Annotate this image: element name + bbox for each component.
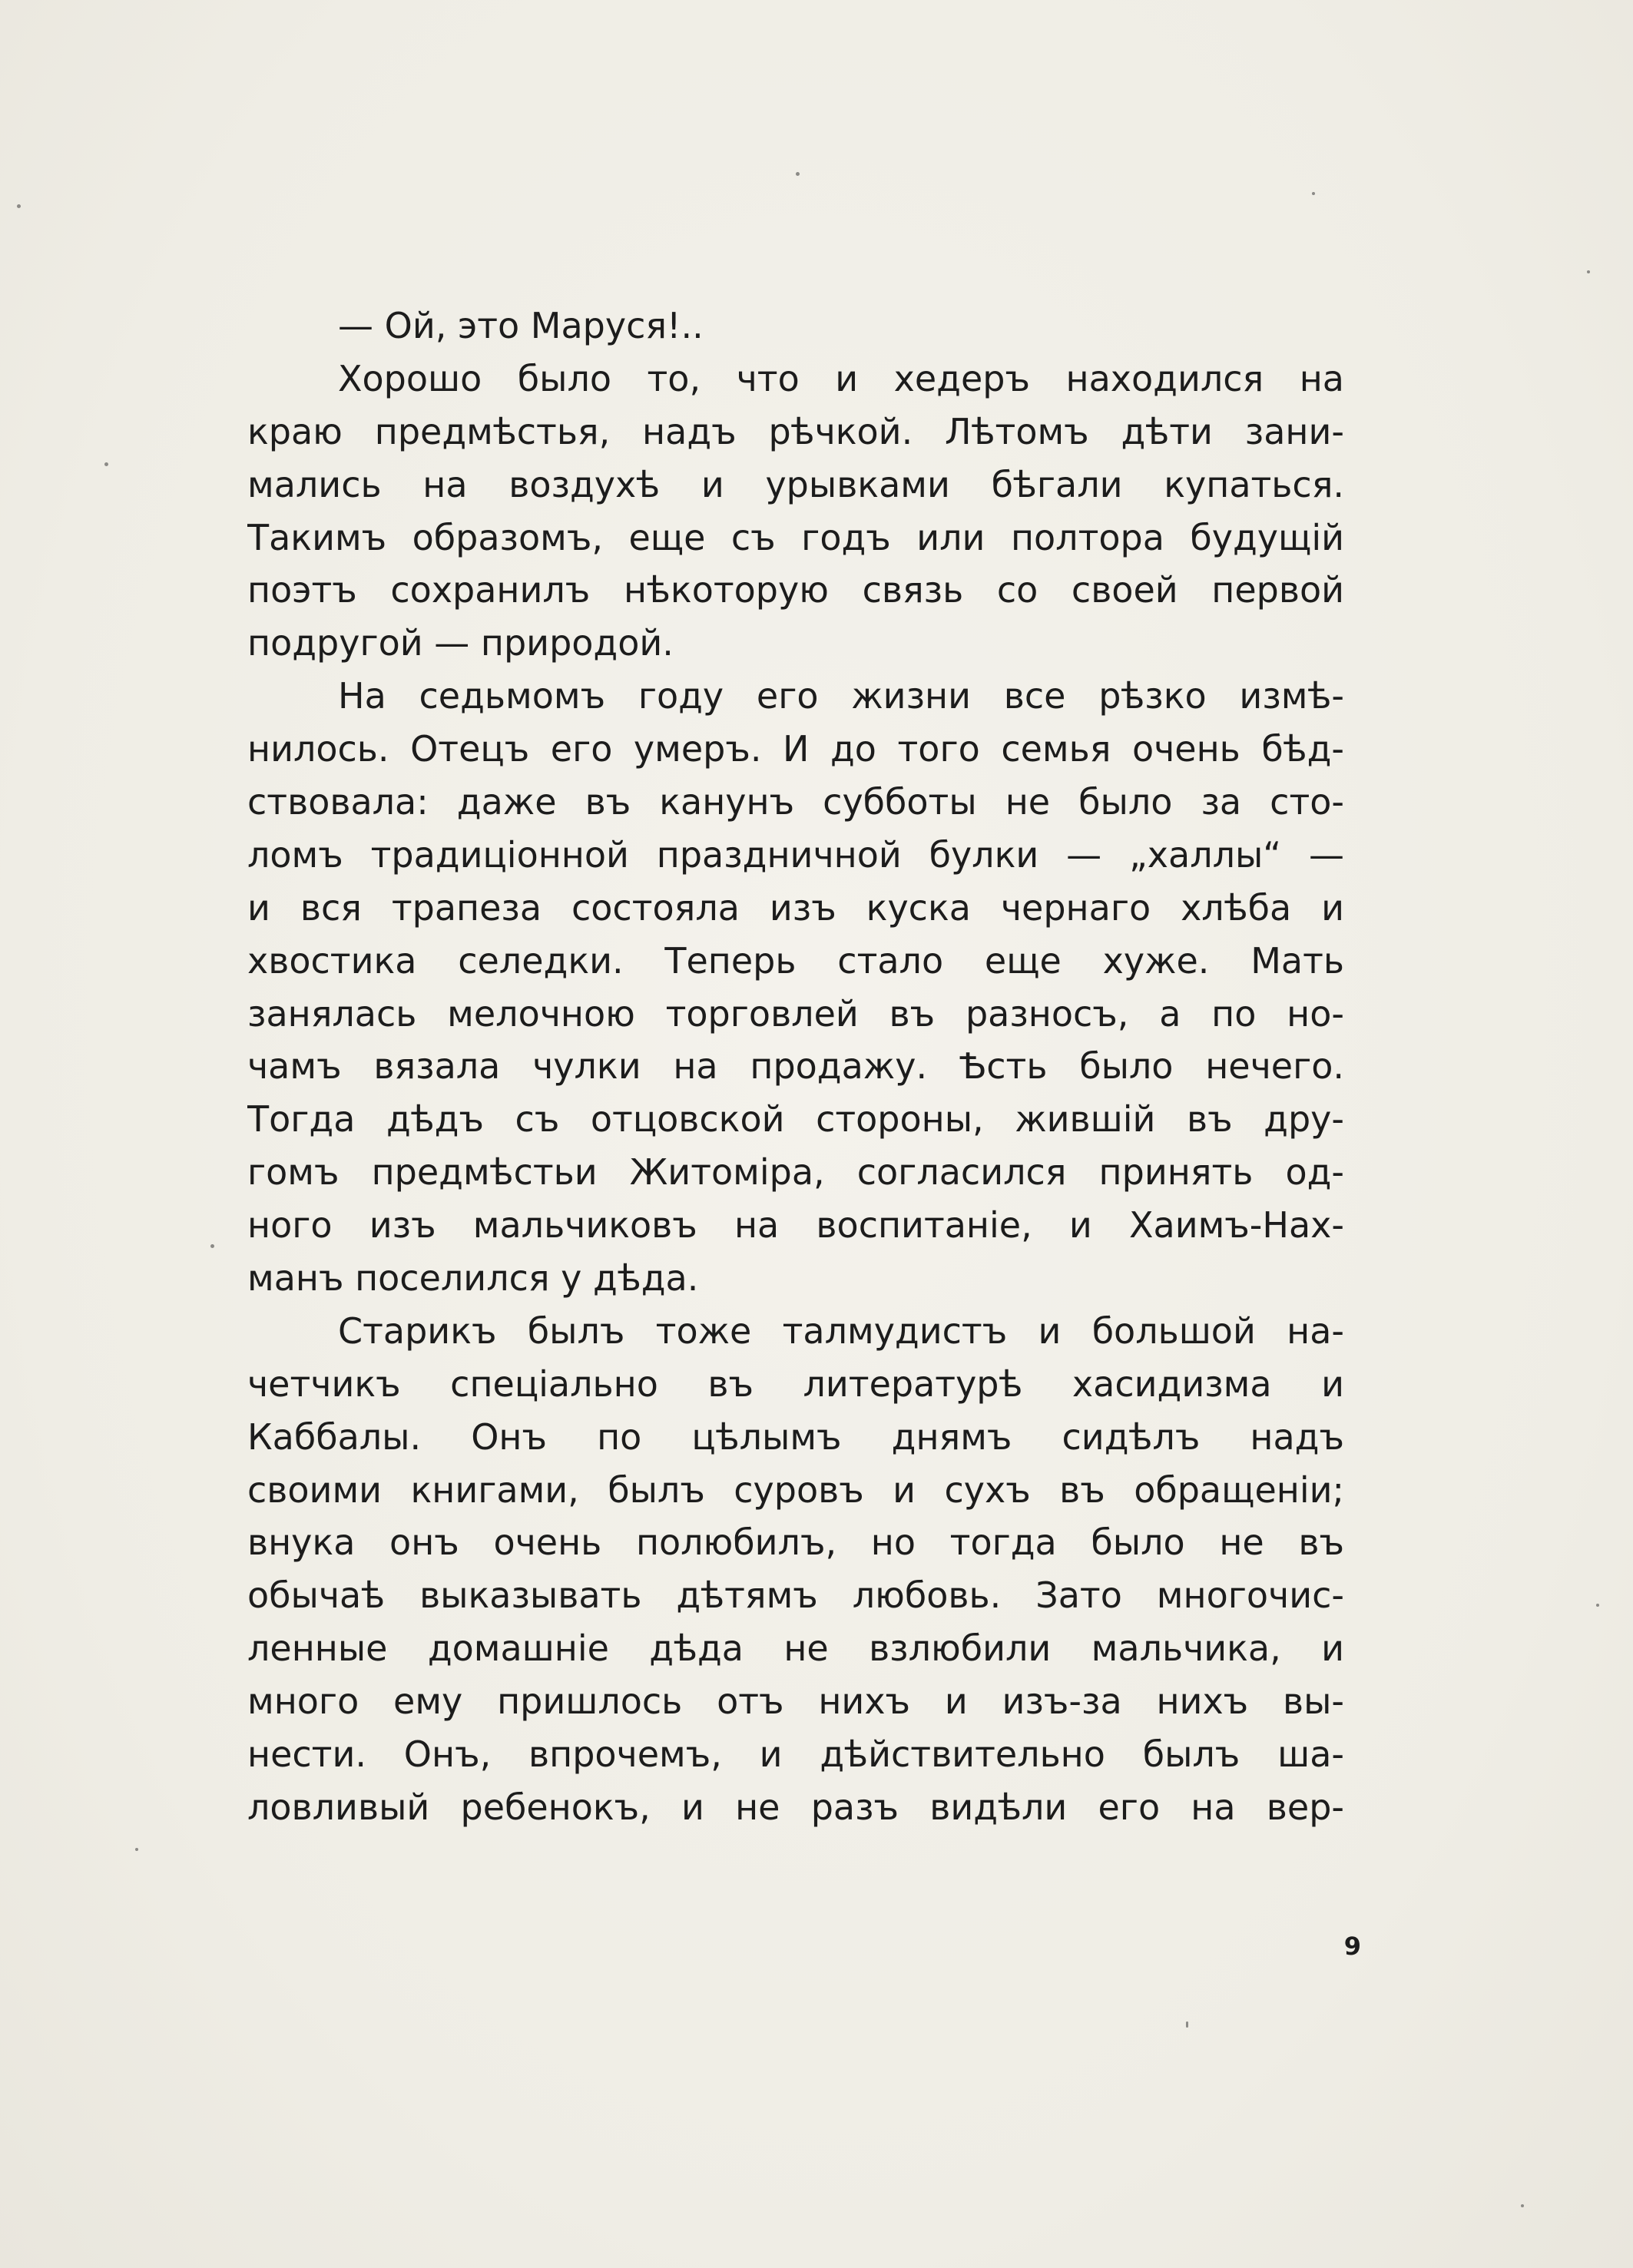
paper-speck [135, 1848, 138, 1851]
text-line: Старикъ былъ тоже талмудистъ и большой на- [338, 1309, 1344, 1352]
text-line: четчикъ спеціально въ литературѣ хасидизма и [247, 1362, 1344, 1405]
text-line: Каббалы. Онъ по цѣлымъ днямъ сидѣлъ надъ [247, 1415, 1344, 1458]
text-line: манъ поселился у дѣда. [247, 1257, 699, 1300]
text-line: нилось. Отецъ его умеръ. И до того семья очень бѣд- [247, 728, 1344, 770]
text-line: Тогда дѣдъ съ отцовской стороны, жившій въ дру- [247, 1098, 1344, 1141]
paper-speck [1596, 1604, 1599, 1607]
text-line: краю предмѣстья, надъ рѣчкой. Лѣтомъ дѣти зани- [247, 410, 1344, 452]
text-block [247, 300, 1344, 1834]
text-line: и вся трапеза состояла изъ куска чернаго хлѣба и [247, 886, 1344, 929]
paper-speck [1521, 2204, 1524, 2207]
text-line: мались на воздухѣ и урывками бѣгали купаться. [247, 463, 1344, 505]
text-line: чамъ вязала чулки на продажу. Ѣсть было нечего. [247, 1045, 1344, 1088]
text-line: подругой — природой. [247, 622, 674, 664]
text-line: На седьмомъ году его жизни все рѣзко измѣ- [338, 675, 1344, 717]
text-line: много ему пришлось отъ нихъ и изъ-за нихъ вы- [247, 1680, 1344, 1723]
text-line: своими книгами, былъ суровъ и сухъ въ обращеніи; [247, 1468, 1344, 1511]
text-line: поэтъ сохранилъ нѣкоторую связь со своей первой [247, 569, 1344, 611]
page-number: 9 [1343, 1932, 1361, 1961]
text-line: Хорошо было то, что и хедеръ находился на [338, 357, 1344, 399]
text-line: ловливый ребенокъ, и не разъ видѣли его на вер- [247, 1786, 1344, 1828]
paper-speck [796, 172, 800, 176]
text-line: хвостика селедки. Теперь стало еще хуже. Мать [247, 939, 1344, 982]
text-line: ного изъ мальчиковъ на воспитаніе, и Хаимъ-Нах- [247, 1204, 1344, 1247]
text-line: занялась мелочною торговлей въ разносъ, а по но- [247, 992, 1344, 1035]
text-line: обычаѣ выказывать дѣтямъ любовь. Зато многочис- [247, 1574, 1344, 1617]
text-line: ствовала: даже въ канунъ субботы не было за сто- [247, 781, 1344, 823]
text-line: Такимъ образомъ, еще съ годъ или полтора будущій [247, 516, 1344, 558]
paper-speck [1587, 270, 1590, 273]
text-line: внука онъ очень полюбилъ, но тогда было не въ [247, 1521, 1344, 1564]
paper-speck [17, 204, 21, 208]
paper-speck [1312, 192, 1315, 195]
text-line: гомъ предмѣстьи Житоміра, согласился принять од- [247, 1151, 1344, 1194]
paper-speck [210, 1244, 214, 1248]
text-line: ломъ традиціонной праздничной булки — „халлы“ — [247, 833, 1344, 876]
text-line: ленные домашніе дѣда не взлюбили мальчика, и [247, 1627, 1344, 1670]
paper-speck [1186, 2021, 1188, 2028]
text-line: — Ой, это Маруся!.. [338, 305, 704, 346]
paper-speck [104, 462, 108, 466]
text-line: нести. Онъ, впрочемъ, и дѣйствительно былъ ша- [247, 1733, 1344, 1776]
